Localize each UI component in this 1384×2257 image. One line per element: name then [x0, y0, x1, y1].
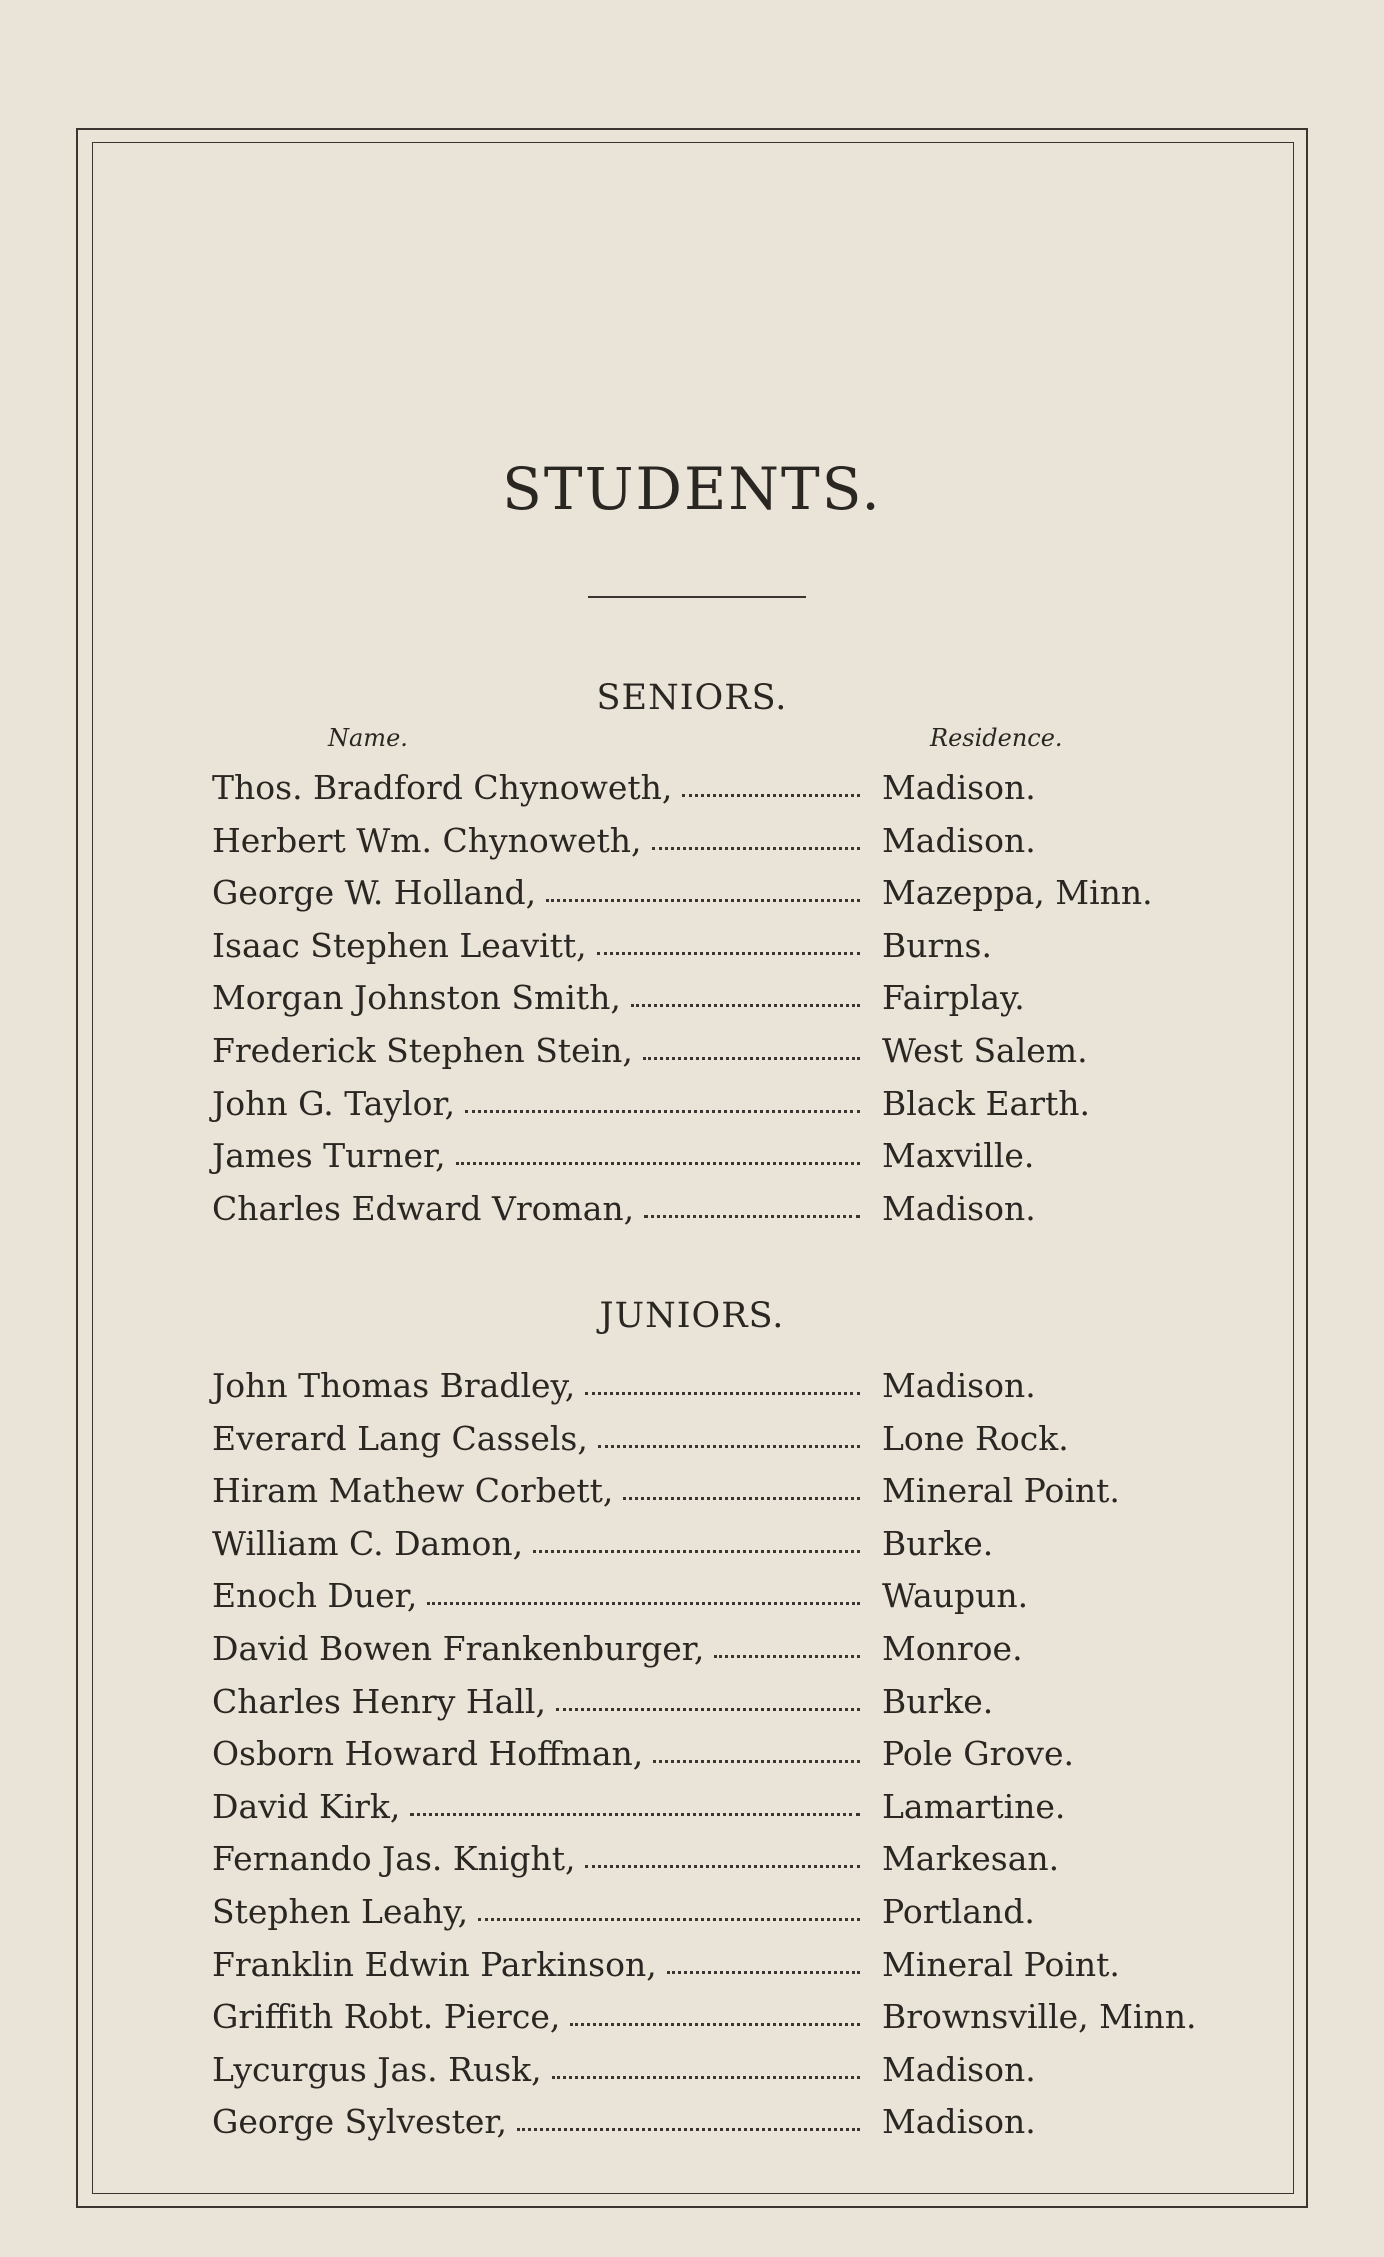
dot-leader — [631, 1004, 860, 1007]
student-residence: Brownsville, Minn. — [882, 1997, 1197, 2037]
student-name: John G. Taylor, — [212, 1083, 456, 1123]
dot-leader — [585, 1392, 860, 1395]
student-row — [212, 1570, 1212, 1622]
student-name: Lycurgus Jas. Rusk, — [212, 2049, 542, 2089]
student-residence: Mazeppa, Minn. — [882, 873, 1153, 913]
student-residence: Burke. — [882, 1523, 994, 1563]
name-column-header: Name. — [328, 724, 408, 752]
student-row — [212, 2096, 1212, 2148]
student-name: Osborn Howard Hoffman, — [212, 1734, 644, 1774]
student-row — [212, 1676, 1212, 1728]
student-name: Stephen Leahy, — [212, 1892, 469, 1931]
dot-leader — [653, 1760, 860, 1763]
student-residence: Black Earth. — [882, 1083, 1090, 1123]
student-row — [212, 1991, 1212, 2043]
student-row — [212, 1833, 1212, 1885]
student-name: David Bowen Frankenburger, — [212, 1629, 705, 1668]
residence-column-header: Residence. — [930, 724, 1063, 752]
student-residence: Monroe. — [882, 1629, 1023, 1668]
dot-leader — [598, 1445, 860, 1448]
dot-leader — [714, 1655, 860, 1658]
dot-leader — [652, 847, 860, 850]
student-name: Charles Henry Hall, — [212, 1681, 546, 1721]
student-row — [212, 1886, 1212, 1938]
page-title: STUDENTS. — [502, 455, 882, 523]
student-row — [212, 1518, 1212, 1570]
student-row — [212, 1078, 1212, 1130]
student-name: David Kirk, — [212, 1786, 401, 1826]
dot-leader — [552, 2076, 860, 2079]
student-row — [212, 815, 1212, 867]
student-name: George W. Holland, — [212, 873, 537, 913]
student-name: John Thomas Bradley, — [212, 1366, 576, 1405]
student-residence: Waupun. — [882, 1576, 1029, 1616]
student-residence: Burns. — [882, 925, 992, 965]
student-name: Enoch Duer, — [212, 1576, 418, 1616]
juniors-heading: JUNIORS. — [599, 1296, 785, 1336]
student-name: James Turner, — [212, 1136, 446, 1176]
student-residence: Madison. — [882, 2102, 1036, 2142]
student-row — [212, 762, 1212, 814]
dot-leader — [556, 1708, 860, 1711]
student-residence: Madison. — [882, 768, 1036, 807]
student-name: Griffith Robt. Pierce, — [212, 1997, 561, 2037]
student-residence: Mineral Point. — [882, 1944, 1120, 1984]
student-row — [212, 1781, 1212, 1833]
student-row — [212, 1728, 1212, 1780]
dot-leader — [585, 1865, 860, 1868]
student-residence: Madison. — [882, 1188, 1036, 1228]
student-row — [212, 1465, 1212, 1517]
dot-leader — [427, 1602, 860, 1605]
student-residence: Madison. — [882, 820, 1036, 860]
student-row — [212, 1623, 1212, 1675]
student-residence: Lone Rock. — [882, 1418, 1069, 1458]
dot-leader — [667, 1971, 860, 1974]
dot-leader — [682, 794, 860, 797]
dot-leader — [643, 1057, 860, 1060]
student-name: Herbert Wm. Chynoweth, — [212, 820, 642, 860]
student-row — [212, 1025, 1212, 1077]
student-residence: Fairplay. — [882, 978, 1025, 1018]
dot-leader — [570, 2023, 860, 2026]
student-name: Morgan Johnston Smith, — [212, 978, 621, 1018]
student-row — [212, 1413, 1212, 1465]
student-residence: Pole Grove. — [882, 1734, 1074, 1774]
student-residence: Maxville. — [882, 1136, 1035, 1176]
student-name: Isaac Stephen Leavitt, — [212, 925, 587, 965]
dot-leader — [546, 899, 860, 902]
dot-leader — [644, 1215, 860, 1218]
student-residence: Mineral Point. — [882, 1471, 1120, 1511]
title-rule — [588, 596, 806, 598]
dot-leader — [517, 2128, 860, 2131]
dot-leader — [623, 1497, 860, 1500]
dot-leader — [465, 1110, 860, 1113]
student-row — [212, 972, 1212, 1024]
student-residence: Portland. — [882, 1892, 1035, 1931]
student-row — [212, 1183, 1212, 1235]
student-row — [212, 867, 1212, 919]
student-name: William C. Damon, — [212, 1523, 524, 1563]
student-residence: Burke. — [882, 1681, 994, 1721]
dot-leader — [478, 1918, 860, 1921]
student-residence: Madison. — [882, 2049, 1036, 2089]
student-name: George Sylvester, — [212, 2102, 508, 2142]
student-name: Frederick Stephen Stein, — [212, 1031, 633, 1070]
student-name: Charles Edward Vroman, — [212, 1188, 635, 1228]
student-residence: West Salem. — [882, 1031, 1088, 1070]
dot-leader — [597, 952, 860, 955]
student-name: Everard Lang Cassels, — [212, 1418, 588, 1458]
student-residence: Madison. — [882, 1366, 1036, 1405]
student-row — [212, 1939, 1212, 1991]
student-name: Fernando Jas. Knight, — [212, 1839, 576, 1879]
student-residence: Lamartine. — [882, 1786, 1066, 1826]
student-row — [212, 2044, 1212, 2096]
student-row — [212, 1360, 1212, 1412]
student-residence: Markesan. — [882, 1839, 1060, 1879]
student-row — [212, 920, 1212, 972]
student-row — [212, 1130, 1212, 1182]
student-name: Thos. Bradford Chynoweth, — [212, 768, 673, 807]
dot-leader — [456, 1162, 860, 1165]
seniors-heading: SENIORS. — [596, 678, 788, 718]
dot-leader — [410, 1813, 860, 1816]
student-name: Franklin Edwin Parkinson, — [212, 1944, 657, 1984]
dot-leader — [533, 1550, 860, 1553]
student-name: Hiram Mathew Corbett, — [212, 1471, 614, 1511]
